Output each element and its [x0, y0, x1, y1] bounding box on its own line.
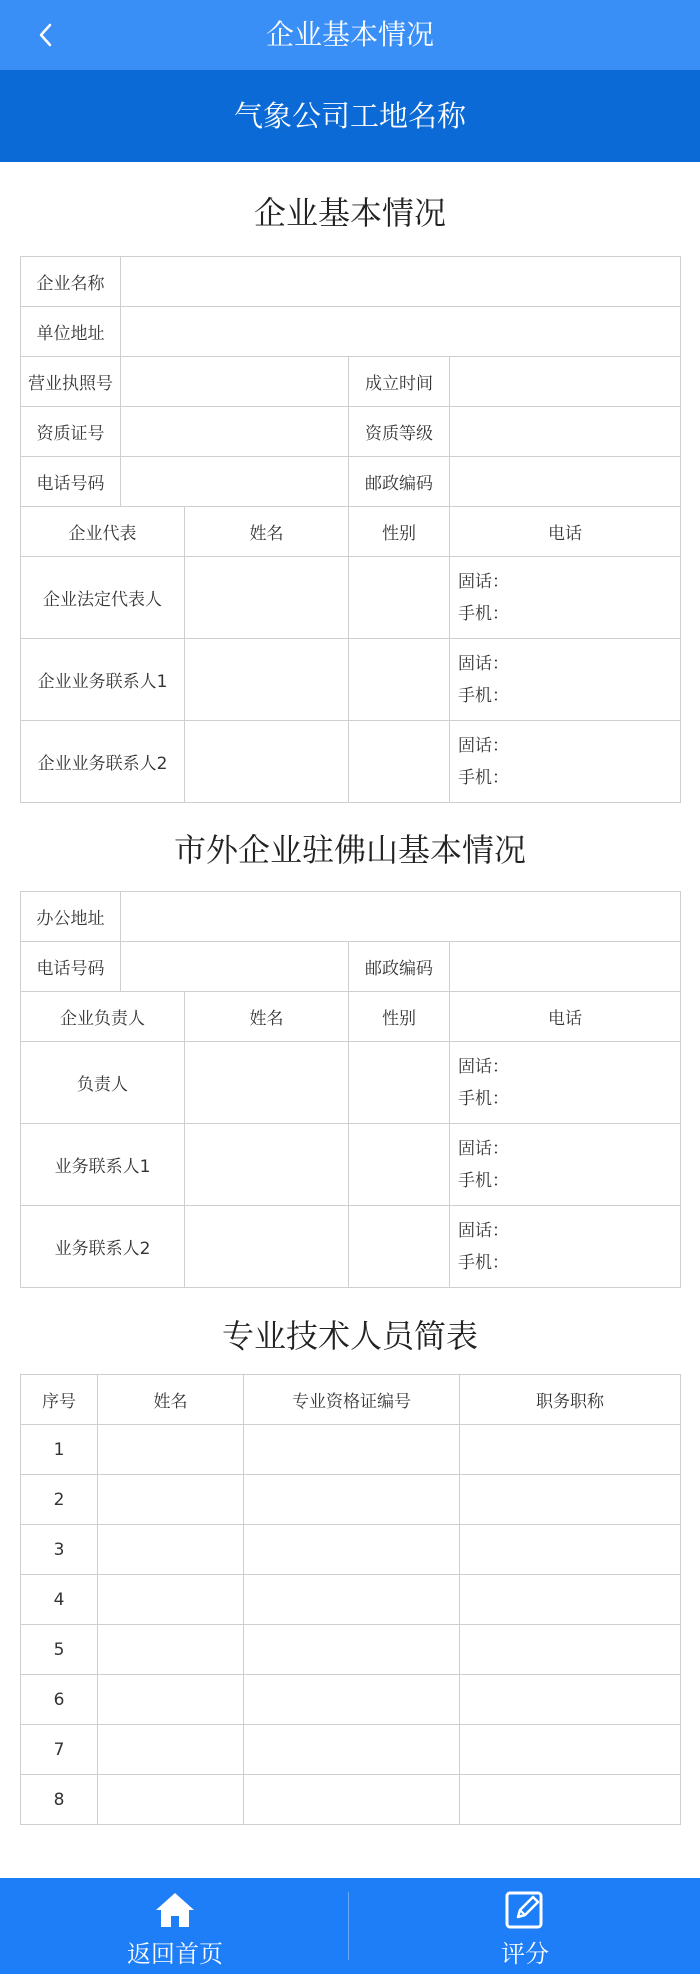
cert-no-cell[interactable] [244, 1775, 460, 1825]
postcode-field[interactable] [450, 457, 681, 507]
rep-phone-cell[interactable] [450, 639, 681, 721]
header-cert-no: 专业资格证编号 [244, 1375, 460, 1425]
mobile-label: 手机： [458, 1252, 509, 1273]
rep-phone-cell[interactable] [450, 721, 681, 803]
page-title: 企业基本情况 [265, 18, 434, 51]
title-cell[interactable] [460, 1525, 681, 1575]
row-index: 1 [21, 1425, 98, 1475]
rep-phone-cell[interactable] [450, 1206, 681, 1288]
table-row [21, 1475, 681, 1525]
rep-name-field[interactable] [185, 721, 349, 803]
company-name-field[interactable] [121, 257, 681, 307]
table-row [21, 1575, 681, 1625]
rep-gender-field[interactable] [349, 721, 450, 803]
top-navigation-bar [0, 0, 700, 70]
return-home-button[interactable] [0, 1878, 350, 1974]
name-cell[interactable] [98, 1675, 244, 1725]
name-cell[interactable] [98, 1575, 244, 1625]
landline-label: 固话： [458, 1220, 509, 1241]
rep-phone-cell[interactable] [450, 1042, 681, 1124]
label-postcode: 邮政编码 [349, 942, 450, 992]
table-row [21, 1525, 681, 1575]
rep-name-field[interactable] [185, 639, 349, 721]
header-name: 姓名 [185, 992, 349, 1042]
rep-name-field[interactable] [185, 557, 349, 639]
name-cell[interactable] [98, 1725, 244, 1775]
title-cell[interactable] [460, 1775, 681, 1825]
cert-no-cell[interactable] [244, 1575, 460, 1625]
landline-label: 固话： [458, 1056, 509, 1077]
table-row [21, 1625, 681, 1675]
table-row [21, 1425, 681, 1475]
license-no-field[interactable] [121, 357, 349, 407]
header-rep: 企业负责人 [21, 992, 185, 1042]
header-phone: 电话 [450, 507, 681, 557]
tech-staff-table [20, 1374, 681, 1825]
title-cell[interactable] [460, 1575, 681, 1625]
header-name: 姓名 [185, 507, 349, 557]
rep-gender-field[interactable] [349, 1042, 450, 1124]
row-index: 6 [21, 1675, 98, 1725]
score-button[interactable] [350, 1878, 700, 1974]
mobile-label: 手机： [458, 685, 509, 706]
cert-no-cell[interactable] [244, 1525, 460, 1575]
rep-gender-field[interactable] [349, 1206, 450, 1288]
name-cell[interactable] [98, 1425, 244, 1475]
row-index: 5 [21, 1625, 98, 1675]
bottom-action-bar [0, 1878, 700, 1974]
section-title-foshan-info: 市外企业驻佛山基本情况 [173, 831, 526, 869]
rep-name-field[interactable] [185, 1124, 349, 1206]
header-phone: 电话 [450, 992, 681, 1042]
rep-gender-field[interactable] [349, 1124, 450, 1206]
rep-role: 企业业务联系人2 [21, 721, 185, 803]
row-index: 3 [21, 1525, 98, 1575]
row-index: 2 [21, 1475, 98, 1525]
rep-name-field[interactable] [185, 1206, 349, 1288]
label-postcode: 邮政编码 [349, 457, 450, 507]
basic-info-table [20, 256, 681, 803]
landline-label: 固话： [458, 571, 509, 592]
cert-no-cell[interactable] [244, 1725, 460, 1775]
cert-level-field[interactable] [450, 407, 681, 457]
rep-role: 业务联系人2 [21, 1206, 185, 1288]
header-rep: 企业代表 [21, 507, 185, 557]
header-title: 职务职称 [460, 1375, 681, 1425]
home-icon [154, 1890, 196, 1930]
name-cell[interactable] [98, 1475, 244, 1525]
mobile-label: 手机： [458, 1088, 509, 1109]
name-cell[interactable] [98, 1525, 244, 1575]
rep-role: 企业法定代表人 [21, 557, 185, 639]
table-row [21, 1775, 681, 1825]
label-phone: 电话号码 [21, 457, 121, 507]
phone-field[interactable] [121, 942, 349, 992]
office-address-field[interactable] [121, 892, 681, 942]
name-cell[interactable] [98, 1775, 244, 1825]
row-index: 7 [21, 1725, 98, 1775]
landline-label: 固话： [458, 1138, 509, 1159]
cert-no-cell[interactable] [244, 1475, 460, 1525]
rep-gender-field[interactable] [349, 639, 450, 721]
address-field[interactable] [121, 307, 681, 357]
site-name-banner: 气象公司工地名称 [0, 70, 700, 162]
rep-phone-cell[interactable] [450, 1124, 681, 1206]
label-company-name: 企业名称 [21, 257, 121, 307]
name-cell[interactable] [98, 1625, 244, 1675]
postcode-field[interactable] [450, 942, 681, 992]
label-founded: 成立时间 [349, 357, 450, 407]
label-license-no: 营业执照号 [21, 357, 121, 407]
cert-no-cell[interactable] [244, 1425, 460, 1475]
title-cell[interactable] [460, 1675, 681, 1725]
header-gender: 性别 [349, 507, 450, 557]
cert-no-cell[interactable] [244, 1625, 460, 1675]
landline-label: 固话： [458, 735, 509, 756]
cert-no-field[interactable] [121, 407, 349, 457]
section-title-basic-info: 企业基本情况 [253, 194, 446, 232]
header-index: 序号 [21, 1375, 98, 1425]
header-gender: 性别 [349, 992, 450, 1042]
return-home-label: 返回首页 [127, 1940, 223, 1968]
bottom-divider [348, 1892, 349, 1960]
label-address: 单位地址 [21, 307, 121, 357]
edit-icon [504, 1890, 546, 1930]
mobile-label: 手机： [458, 603, 509, 624]
rep-role: 业务联系人1 [21, 1124, 185, 1206]
rep-phone-cell[interactable] [450, 557, 681, 639]
mobile-label: 手机： [458, 767, 509, 788]
rep-role: 负责人 [21, 1042, 185, 1124]
section-title-tech-staff: 专业技术人员简表 [221, 1317, 478, 1355]
title-cell[interactable] [460, 1625, 681, 1675]
title-cell[interactable] [460, 1425, 681, 1475]
label-office-address: 办公地址 [21, 892, 121, 942]
score-label: 评分 [501, 1940, 549, 1968]
rep-gender-field[interactable] [349, 557, 450, 639]
phone-field[interactable] [121, 457, 349, 507]
mobile-label: 手机： [458, 1170, 509, 1191]
label-phone: 电话号码 [21, 942, 121, 992]
table-row [21, 1725, 681, 1775]
landline-label: 固话： [458, 653, 509, 674]
label-cert-no: 资质证号 [21, 407, 121, 457]
title-cell[interactable] [460, 1725, 681, 1775]
label-cert-level: 资质等级 [349, 407, 450, 457]
row-index: 4 [21, 1575, 98, 1625]
rep-name-field[interactable] [185, 1042, 349, 1124]
title-cell[interactable] [460, 1475, 681, 1525]
founded-field[interactable] [450, 357, 681, 407]
rep-role: 企业业务联系人1 [21, 639, 185, 721]
header-name: 姓名 [98, 1375, 244, 1425]
table-row [21, 1675, 681, 1725]
row-index: 8 [21, 1775, 98, 1825]
cert-no-cell[interactable] [244, 1675, 460, 1725]
foshan-info-table [20, 891, 681, 1288]
